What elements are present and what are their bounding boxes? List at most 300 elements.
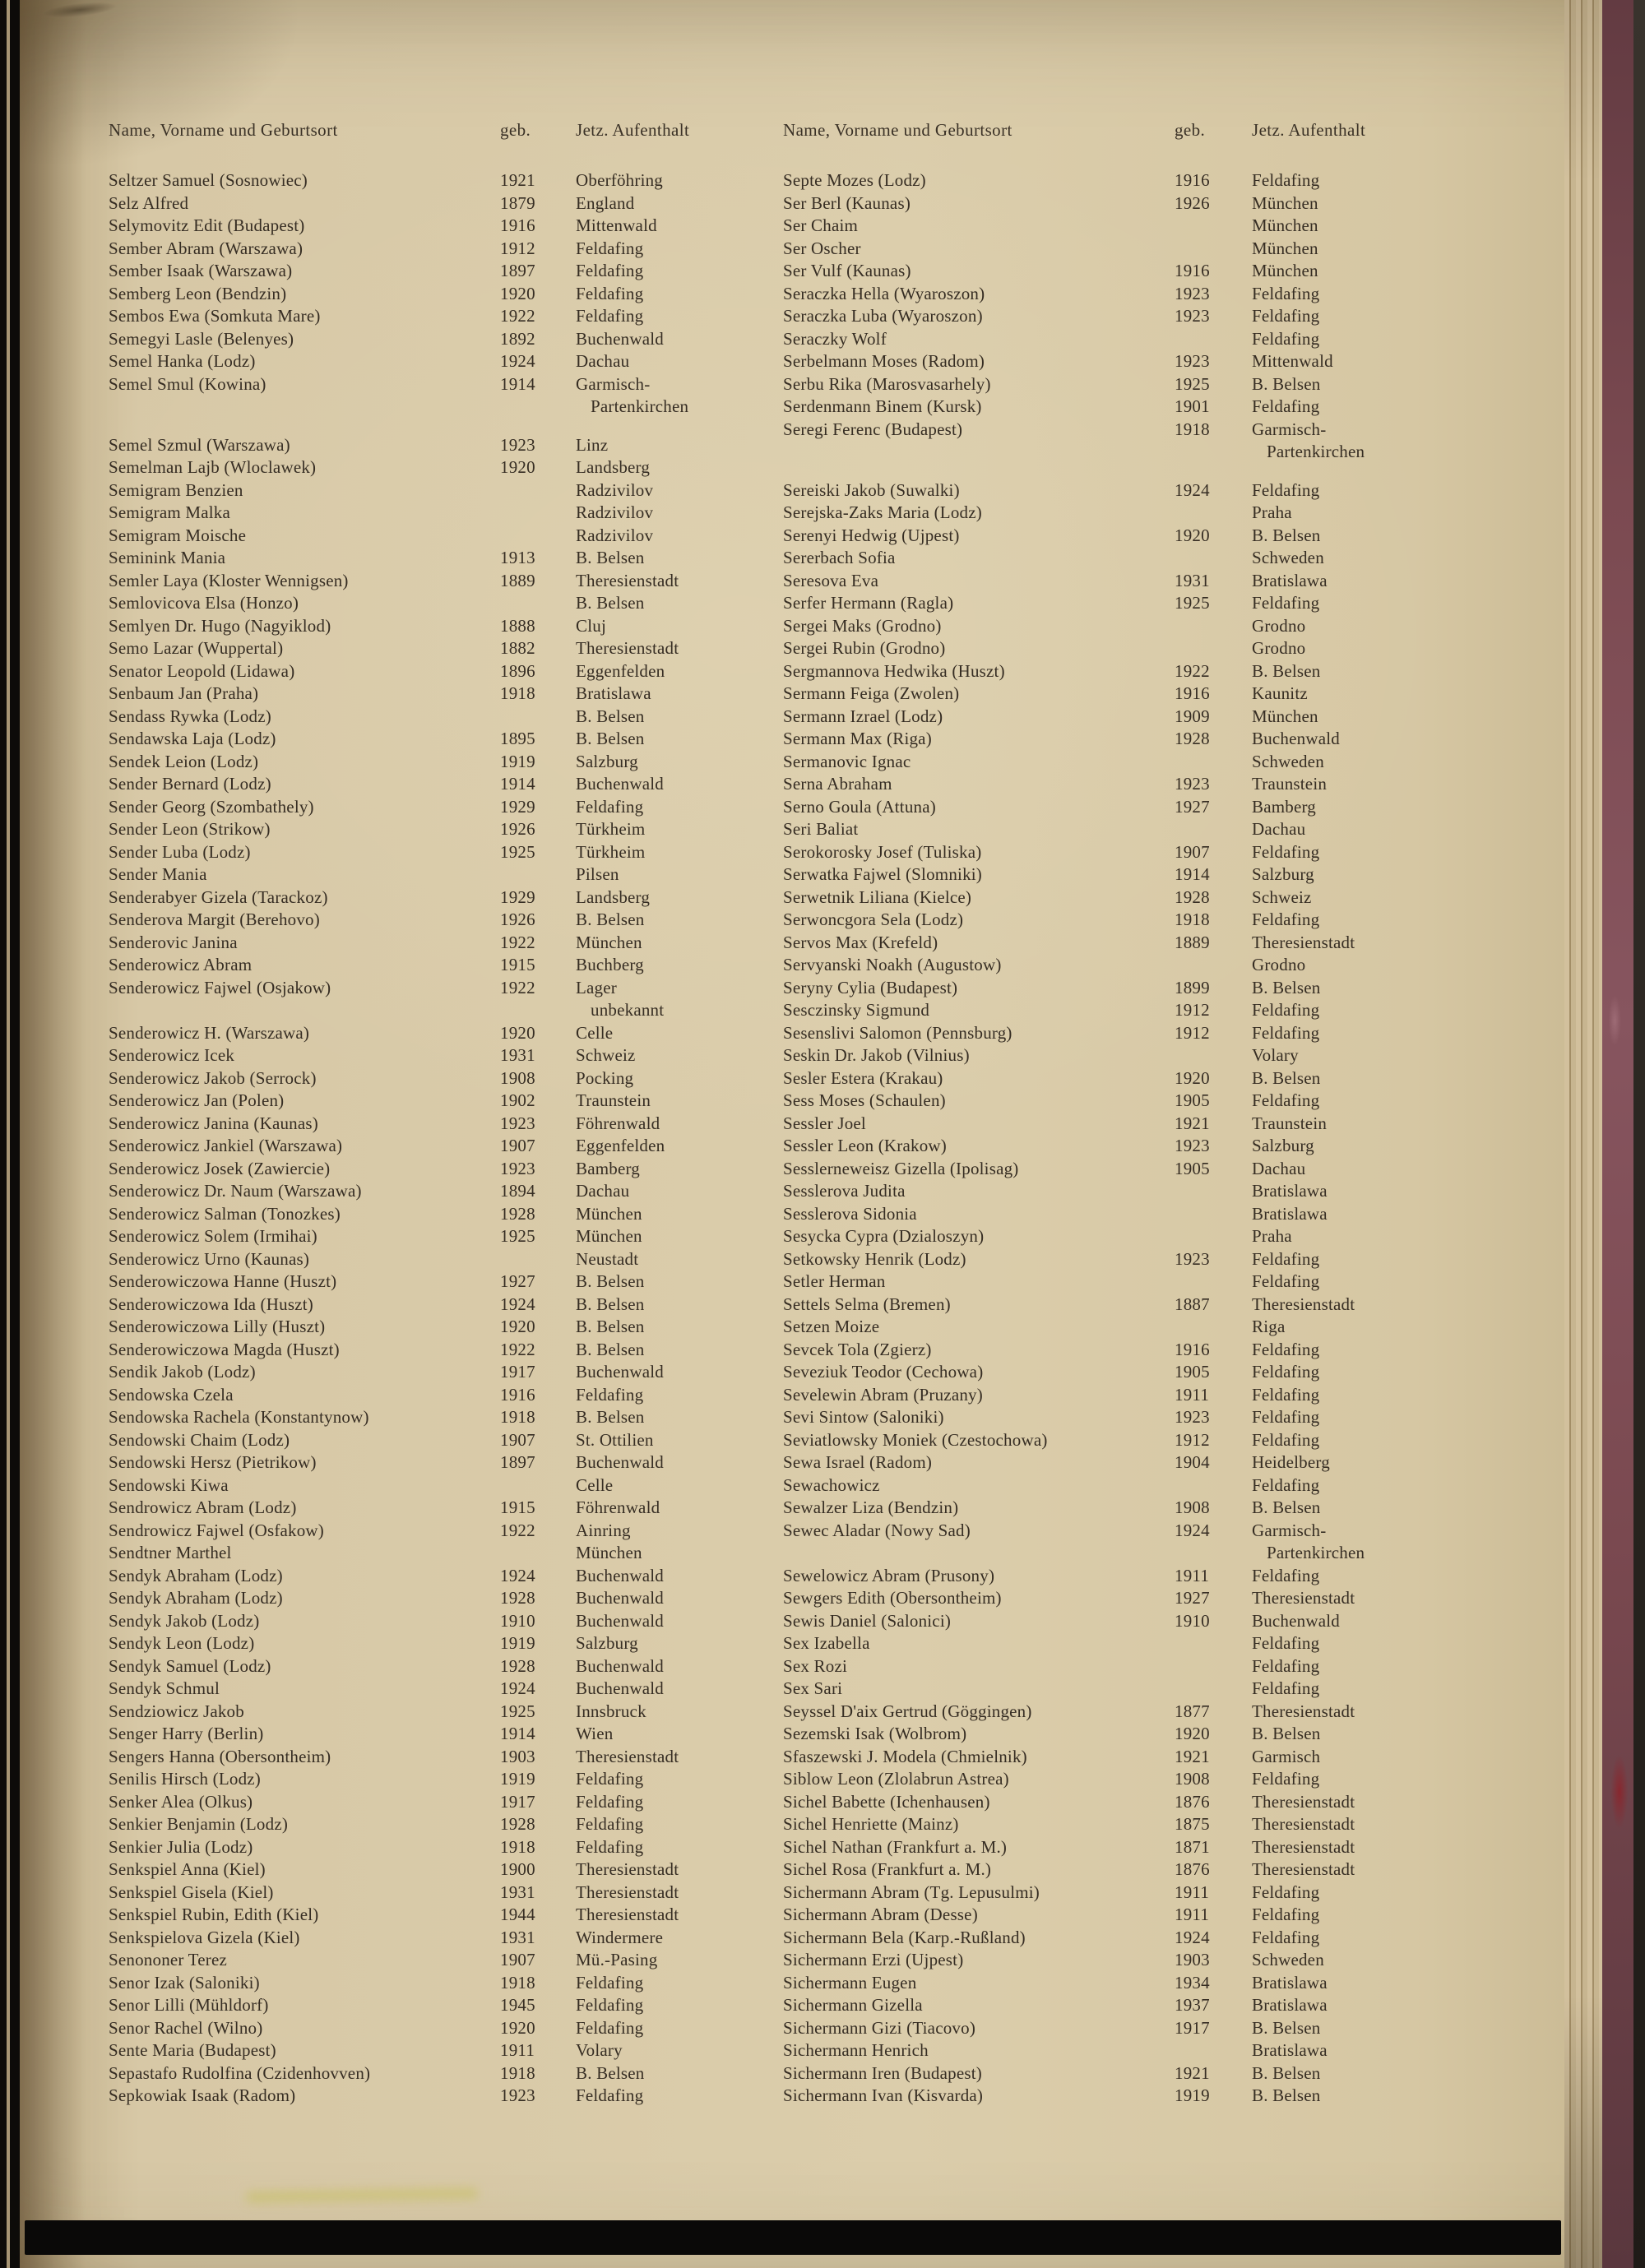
entry-row	[783, 1294, 1556, 1317]
entry-birthyear	[500, 999, 576, 1022]
entry-location: Feldafing	[576, 2017, 644, 2038]
entry-birthyear: 1894	[500, 1181, 535, 1201]
entry-location: Feldafing	[576, 1769, 644, 1789]
entry-row	[783, 238, 1556, 261]
entry-location-continued: Partenkirchen	[1267, 1543, 1365, 1562]
entry-row	[109, 238, 750, 261]
entry-location: B. Belsen	[1252, 373, 1321, 394]
entry-location: Buchenwald	[576, 1610, 664, 1631]
entry-row	[783, 419, 1556, 442]
entry-row	[783, 1813, 1556, 1836]
entry-birthyear	[1175, 215, 1252, 238]
entry-row	[783, 283, 1556, 306]
entry-location: Feldafing	[1252, 1927, 1320, 1947]
entry-name: Seraczka Luba (Wyaroszon)	[783, 306, 983, 326]
entry-row	[783, 751, 1556, 774]
entry-birthyear: 1921	[500, 170, 535, 190]
entry-name: Senbaum Jan (Praha)	[109, 683, 259, 703]
entry-birthyear: 1925	[500, 1226, 535, 1246]
entry-location: Feldafing	[576, 1814, 644, 1834]
entry-location: Theresienstadt	[576, 638, 679, 658]
entry-birthyear: 1925	[500, 841, 535, 862]
entry-location: Kaunitz	[1252, 683, 1308, 703]
entry-birthyear: 1899	[1175, 977, 1210, 997]
entry-location: Feldafing	[1252, 1474, 1320, 1495]
entry-row	[109, 932, 750, 955]
entry-location: B. Belsen	[1252, 1724, 1321, 1743]
entry-location: Schweden	[1252, 1950, 1324, 1969]
entry-name: Sewec Aladar (Nowy Sad)	[783, 1520, 971, 1540]
entry-name: Sendass Rywka (Lodz)	[109, 706, 271, 726]
entry-name: Senderowicz Fajwel (Osjakow)	[109, 977, 331, 997]
entry-name: Seltzer Samuel (Sosnowiec)	[109, 170, 308, 190]
entry-row	[109, 706, 750, 729]
entry-location: Bamberg	[576, 1158, 640, 1178]
entry-row	[109, 502, 750, 525]
entry-birthyear: 1916	[1175, 1339, 1210, 1359]
entry-row	[783, 1701, 1556, 1724]
entry-row-continuation	[109, 999, 750, 1022]
entry-birthyear: 1931	[500, 1927, 535, 1947]
entry-name: Senderowicz Salman (Tonozkes)	[109, 1203, 341, 1224]
entry-birthyear: 1914	[500, 774, 535, 794]
entry-name: Senderowicz Solem (Irmihai)	[109, 1226, 317, 1246]
entry-birthyear: 1917	[1175, 2017, 1210, 2038]
entry-birthyear: 1928	[500, 1655, 535, 1676]
entry-row	[109, 169, 750, 192]
entry-location: Feldafing	[576, 1995, 644, 2015]
entry-location: Theresienstadt	[576, 1746, 679, 1766]
entry-birthyear: 1908	[1175, 1497, 1210, 1517]
book-cover-edge	[1602, 0, 1633, 2268]
entry-location: Theresienstadt	[1252, 1294, 1355, 1314]
entry-name: Sepastafo Rudolfina (Czidenhovven)	[109, 2062, 371, 2083]
entry-birthyear	[1175, 1225, 1252, 1248]
entry-location: Buchberg	[576, 955, 644, 974]
entry-name: Senkier Julia (Lodz)	[109, 1836, 253, 1857]
entry-name: Sergmannova Hedwika (Huszt)	[783, 660, 1005, 681]
entry-name: Sergei Maks (Grodno)	[783, 615, 942, 636]
entry-location: England	[576, 192, 635, 213]
entry-name: Sezemski Isak (Wolbrom)	[783, 1724, 967, 1743]
entry-name: Sex Sari	[783, 1678, 843, 1698]
page-edge-line-left	[7, 0, 10, 2268]
entry-location: Pilsen	[576, 864, 619, 884]
entry-birthyear: 1927	[1175, 796, 1210, 817]
entry-row	[109, 1067, 750, 1090]
entry-location: Feldafing	[1252, 1271, 1320, 1291]
entry-name: Seyssel D'aix Gertrud (Göggingen)	[783, 1701, 1032, 1721]
entry-row	[783, 999, 1556, 1022]
entry-name: Senilis Hirsch (Lodz)	[109, 1769, 261, 1789]
entry-location: B. Belsen	[576, 593, 645, 613]
entry-location: B. Belsen	[576, 1317, 645, 1336]
entry-name: Sichel Nathan (Frankfurt a. M.)	[783, 1836, 1008, 1857]
entry-birthyear	[500, 863, 576, 886]
entry-location: Feldafing	[1252, 1905, 1320, 1924]
entry-name: Sessler Joel	[783, 1113, 866, 1133]
entry-birthyear: 1918	[500, 1407, 535, 1427]
entry-location: Feldafing	[576, 238, 644, 258]
entry-birthyear: 1916	[1175, 261, 1210, 280]
entry-birthyear	[500, 525, 576, 548]
entry-location: Feldafing	[1252, 1362, 1320, 1382]
entry-row	[109, 1113, 750, 1136]
entry-location: Radzivilov	[576, 525, 654, 545]
entry-birthyear: 1919	[1175, 2085, 1210, 2105]
entry-location: München	[576, 1203, 642, 1224]
entry-name: Seviatlowsky Moniek (Czestochowa)	[783, 1429, 1048, 1450]
entry-name: Senononer Terez	[109, 1950, 228, 1969]
entry-birthyear	[1175, 637, 1252, 660]
entry-row	[783, 1949, 1556, 1972]
entry-name: Sermann Feiga (Zwolen)	[783, 683, 960, 703]
entry-name: Sendyk Leon (Lodz)	[109, 1633, 255, 1653]
entry-name: Ser Oscher	[783, 238, 861, 258]
entry-location: Feldafing	[1252, 1565, 1320, 1585]
entry-birthyear: 1927	[500, 1271, 535, 1291]
entry-row	[783, 1927, 1556, 1950]
entry-row	[783, 1474, 1556, 1497]
entry-row	[109, 1497, 750, 1520]
entry-location: Theresienstadt	[1252, 1701, 1355, 1721]
entry-location: Theresienstadt	[576, 1882, 679, 1902]
entry-row	[783, 1836, 1556, 1859]
entry-name: Serenyi Hedwig (Ujpest)	[783, 525, 960, 545]
entry-birthyear: 1924	[1175, 1927, 1210, 1947]
entry-row	[109, 1678, 750, 1701]
entry-location: Feldafing	[1252, 1678, 1320, 1698]
entry-row	[109, 434, 750, 457]
entry-birthyear: 1919	[500, 1769, 535, 1789]
entry-location: München	[1252, 215, 1318, 235]
entry-location: B. Belsen	[1252, 525, 1321, 545]
entry-location: Celle	[576, 1022, 614, 1043]
entry-name: Seri Baliat	[783, 819, 859, 839]
entry-name: Serwetnik Liliana (Kielce)	[783, 886, 972, 907]
entry-location: Föhrenwald	[576, 1497, 660, 1517]
entry-row	[783, 1678, 1556, 1701]
entry-row	[783, 1994, 1556, 2017]
entry-row-continuation	[783, 441, 1556, 464]
entry-name: Serno Goula (Attuna)	[783, 796, 936, 817]
entry-location: Salzburg	[1252, 864, 1314, 884]
entry-birthyear: 1914	[500, 373, 535, 394]
entry-row	[783, 1316, 1556, 1339]
entry-birthyear	[500, 479, 576, 502]
entry-birthyear	[1175, 751, 1252, 774]
entry-row	[783, 1044, 1556, 1067]
entry-birthyear: 1918	[500, 683, 535, 703]
entry-birthyear	[1175, 1316, 1252, 1339]
entry-location: Mittenwald	[576, 215, 657, 235]
entry-name: Sender Leon (Strikow)	[109, 819, 271, 839]
entry-birthyear: 1876	[1175, 1859, 1210, 1879]
entry-name: Sewachowicz	[783, 1474, 880, 1495]
entry-name: Senderowiczowa Ida (Huszt)	[109, 1294, 313, 1314]
entry-row	[109, 1158, 750, 1181]
entry-location: Landsberg	[576, 457, 651, 477]
entry-name: Senor Rachel (Wilno)	[109, 2017, 263, 2038]
entry-name: Sember Abram (Warszawa)	[109, 238, 304, 258]
entry-birthyear: 1923	[500, 1113, 535, 1133]
entry-location: B. Belsen	[576, 548, 645, 567]
entry-location: St. Ottilien	[576, 1429, 654, 1450]
entry-row	[109, 796, 750, 819]
entry-birthyear: 1924	[500, 1294, 535, 1314]
entry-location: Feldafing	[1252, 1769, 1320, 1789]
entry-location: Salzburg	[576, 1633, 638, 1653]
entry-location: Feldafing	[1252, 170, 1320, 190]
entry-birthyear: 1929	[500, 886, 535, 907]
entry-row	[109, 1701, 750, 1724]
entry-row	[109, 456, 750, 479]
entry-name: Sewelowicz Abram (Prusony)	[783, 1565, 995, 1585]
entry-birthyear: 1912	[500, 238, 535, 258]
entry-birthyear: 1911	[1175, 1384, 1210, 1405]
entry-birthyear: 1901	[1175, 396, 1210, 416]
entry-birthyear: 1916	[1175, 683, 1210, 703]
entry-location: Feldafing	[1252, 1384, 1320, 1405]
entry-birthyear: 1920	[1175, 1724, 1210, 1743]
entry-birthyear: 1879	[500, 192, 535, 213]
entry-birthyear: 1913	[500, 548, 535, 567]
entry-row	[783, 728, 1556, 751]
entry-location: Ainring	[576, 1520, 631, 1540]
entry-row	[109, 1610, 750, 1633]
entry-row	[783, 637, 1556, 660]
entry-name: Semberg Leon (Bendzin)	[109, 283, 287, 303]
entry-birthyear: 1928	[500, 1203, 535, 1224]
entry-name: Semelman Lajb (Wloclawek)	[109, 457, 317, 477]
entry-row	[783, 615, 1556, 638]
entry-name	[783, 441, 1175, 464]
entry-location: Volary	[1252, 1045, 1299, 1065]
entry-row	[109, 1429, 750, 1452]
entry-location: B. Belsen	[576, 1339, 645, 1359]
entry-birthyear	[500, 1542, 576, 1565]
entry-name: Setkowsky Henrik (Lodz)	[783, 1248, 966, 1269]
entry-name: Sendyk Samuel (Lodz)	[109, 1655, 271, 1676]
entry-birthyear: 1897	[500, 261, 535, 280]
entries-column-right	[783, 169, 1556, 2108]
entry-birthyear: 1904	[1175, 1452, 1210, 1472]
entry-birthyear: 1918	[500, 1972, 535, 1993]
entry-name: Sember Isaak (Warszawa)	[109, 261, 293, 280]
entry-location: B. Belsen	[576, 2062, 645, 2083]
entry-row	[109, 1587, 750, 1610]
entry-birthyear	[1175, 1678, 1252, 1701]
entry-birthyear: 1911	[500, 2040, 535, 2060]
entry-row	[109, 525, 750, 548]
entry-birthyear: 1876	[1175, 1791, 1210, 1812]
entry-location: Feldafing	[576, 796, 644, 817]
entry-row	[783, 1904, 1556, 1927]
entry-name: Sichel Henriette (Mainz)	[783, 1814, 959, 1834]
entry-location: Türkheim	[576, 819, 646, 839]
entry-birthyear: 1926	[1175, 192, 1210, 213]
entry-name	[109, 999, 500, 1022]
entry-name: Sereiski Jakob (Suwalki)	[783, 479, 960, 500]
entry-row	[109, 592, 750, 615]
entry-birthyear	[1175, 1632, 1252, 1655]
entry-row	[783, 1520, 1556, 1543]
entry-birthyear: 1924	[1175, 1520, 1210, 1540]
entry-row	[109, 1090, 750, 1113]
entry-name: Serna Abraham	[783, 774, 892, 794]
entry-name: Senor Izak (Saloniki)	[109, 1972, 260, 1993]
entry-birthyear: 1911	[1175, 1565, 1210, 1585]
entry-row-continuation	[783, 1542, 1556, 1565]
entry-row	[109, 1746, 750, 1769]
entry-name: Sendziowicz Jakob	[109, 1701, 244, 1721]
entry-name: Senderowiczowa Lilly (Huszt)	[109, 1317, 326, 1336]
entry-birthyear: 1923	[500, 434, 535, 455]
entry-location: Feldafing	[1252, 1248, 1320, 1269]
entry-row	[109, 192, 750, 215]
entry-birthyear: 1905	[1175, 1362, 1210, 1382]
entry-row	[783, 1746, 1556, 1769]
entry-location: München	[1252, 261, 1318, 280]
entry-birthyear: 1922	[1175, 660, 1210, 681]
entry-name: Seskin Dr. Jakob (Vilnius)	[783, 1045, 970, 1065]
entry-location: Dachau	[1252, 1158, 1306, 1178]
entry-row	[109, 305, 750, 328]
entry-birthyear: 1922	[500, 977, 535, 997]
entry-row	[109, 2017, 750, 2040]
entry-name: Sender Bernard (Lodz)	[109, 774, 271, 794]
entry-row	[783, 192, 1556, 215]
entry-name: Serokorosky Josef (Tuliska)	[783, 841, 982, 862]
entry-row	[783, 169, 1556, 192]
entry-name: Sendyk Abraham (Lodz)	[109, 1565, 283, 1585]
entry-birthyear: 1882	[500, 638, 535, 658]
entry-row	[783, 932, 1556, 955]
entry-row	[109, 1225, 750, 1248]
entry-row	[783, 305, 1556, 328]
entry-row	[109, 1520, 750, 1543]
entry-birthyear: 1896	[500, 660, 535, 681]
entry-name: Sendowska Rachela (Konstantynow)	[109, 1407, 369, 1427]
entry-birthyear: 1900	[500, 1859, 535, 1879]
entry-row	[109, 841, 750, 864]
entry-row	[109, 1858, 750, 1882]
entry-name: Senderovic Janina	[109, 932, 238, 952]
entry-name: Senor Lilli (Mühldorf)	[109, 1995, 269, 2015]
entry-row	[783, 479, 1556, 502]
entry-location: Theresienstadt	[1252, 932, 1355, 952]
entry-location: Buchenwald	[576, 1588, 664, 1608]
entry-name: Sichermann Bela (Karp.-Rußland)	[783, 1927, 1026, 1947]
entry-birthyear: 1920	[500, 1317, 535, 1336]
entry-name: Servos Max (Krefeld)	[783, 932, 938, 952]
entries-column-left	[109, 169, 750, 2108]
header-aufenthalt-col1: Jetz. Aufenthalt	[576, 120, 690, 140]
entry-location: Türkheim	[576, 841, 646, 862]
entry-birthyear: 1907	[1175, 841, 1210, 862]
entry-location: Grodno	[1252, 638, 1306, 658]
entry-location: Feldafing	[1252, 910, 1320, 929]
entry-birthyear: 1918	[500, 1836, 535, 1857]
entry-name: Senkspiel Anna (Kiel)	[109, 1859, 266, 1879]
entry-location: Neustadt	[576, 1248, 639, 1269]
entry-location: München	[576, 1226, 642, 1246]
entry-name: Sevelewin Abram (Pruzany)	[783, 1384, 983, 1405]
entry-location: Innsbruck	[576, 1701, 646, 1721]
entry-location: Garmisch-	[576, 373, 651, 394]
entry-row	[783, 1882, 1556, 1905]
entry-name	[109, 396, 500, 419]
entry-name: Sender Georg (Szombathely)	[109, 796, 314, 817]
entry-name: Senator Leopold (Lidawa)	[109, 660, 295, 681]
entry-birthyear	[1175, 547, 1252, 570]
entry-name: Ser Vulf (Kaunas)	[783, 261, 911, 280]
entry-name: Senderowiczowa Magda (Huszt)	[109, 1339, 340, 1359]
entry-birthyear	[1175, 238, 1252, 261]
entry-location: Garmisch-	[1252, 1520, 1327, 1540]
entry-row	[109, 1022, 750, 1045]
entry-location: Feldafing	[1252, 593, 1320, 613]
entry-location: Buchenwald	[576, 1565, 664, 1585]
entry-location: Linz	[576, 434, 609, 455]
entry-location: Buchenwald	[1252, 729, 1340, 748]
entry-name: Senderowicz Dr. Naum (Warszawa)	[109, 1181, 362, 1201]
entry-name: Sfaszewski J. Modela (Chmielnik)	[783, 1746, 1027, 1766]
entry-location: München	[1252, 706, 1318, 726]
entry-birthyear: 1908	[1175, 1769, 1210, 1789]
entry-row	[109, 1294, 750, 1317]
entry-row	[109, 1768, 750, 1791]
scan-edge-right	[1633, 0, 1645, 2268]
entry-name: Sichermann Erzi (Ujpest)	[783, 1950, 964, 1969]
entry-row	[783, 1225, 1556, 1248]
entry-row	[109, 977, 750, 1000]
entry-location: Feldafing	[1252, 479, 1320, 500]
entry-birthyear: 1910	[500, 1610, 535, 1631]
entry-name: Semigram Malka	[109, 502, 231, 522]
entry-name: Sesler Estera (Krakau)	[783, 1067, 943, 1088]
entry-row	[109, 751, 750, 774]
entry-location: Buchenwald	[576, 1362, 664, 1382]
entry-location: Theresienstadt	[1252, 1814, 1355, 1834]
entry-name: Sichermann Iren (Budapest)	[783, 2062, 982, 2083]
entry-location: Föhrenwald	[576, 1113, 660, 1133]
entry-name: Sendyk Schmul	[109, 1678, 220, 1698]
entry-location: Feldafing	[1252, 306, 1320, 326]
entry-birthyear: 1918	[500, 2062, 535, 2083]
entry-row	[109, 373, 750, 396]
entry-birthyear: 1917	[500, 1791, 535, 1812]
entry-name: Sermann Izrael (Lodz)	[783, 706, 943, 726]
entry-birthyear: 1888	[500, 615, 535, 636]
entry-name: Sesslerova Judita	[783, 1181, 906, 1201]
entry-name: Senderowicz Urno (Kaunas)	[109, 1248, 310, 1269]
entry-location: Radzivilov	[576, 479, 654, 500]
entry-birthyear: 1902	[500, 1090, 535, 1110]
entry-name: Sichel Babette (Ichenhausen)	[783, 1791, 990, 1812]
entry-location: Windermere	[576, 1927, 664, 1947]
entry-location: Heidelberg	[1252, 1452, 1330, 1472]
entry-row	[783, 886, 1556, 910]
entry-name: Senderowicz Janina (Kaunas)	[109, 1113, 318, 1133]
entry-birthyear: 1916	[500, 215, 535, 235]
entry-row	[783, 1587, 1556, 1610]
entry-location: Traunstein	[576, 1090, 651, 1110]
entry-location: Praha	[1252, 502, 1292, 522]
entry-location: Buchenwald	[1252, 1610, 1340, 1631]
entry-name: Ser Chaim	[783, 215, 859, 235]
entry-birthyear: 1923	[1175, 351, 1210, 371]
